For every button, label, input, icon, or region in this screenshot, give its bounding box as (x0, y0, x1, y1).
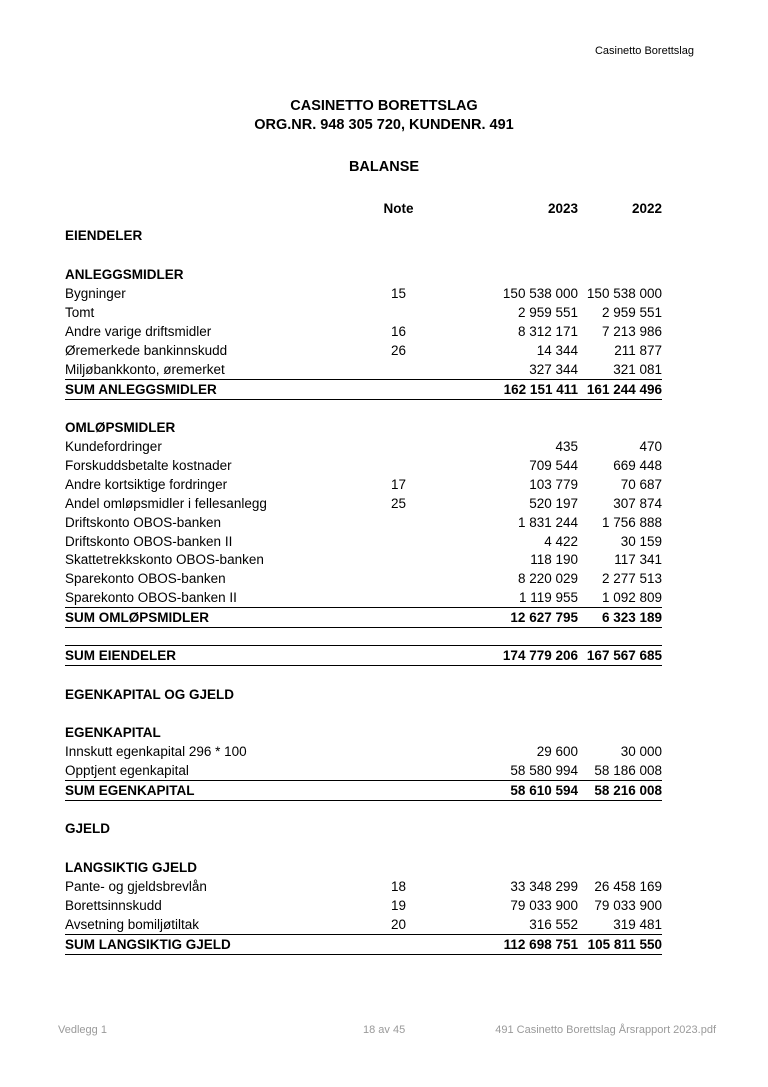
line-item-row (65, 494, 662, 513)
row-value-2023: 118 190 (530, 552, 578, 567)
row-value-2023: 58 610 594 (510, 783, 578, 798)
sum-row (65, 379, 662, 400)
row-note: 26 (390, 343, 407, 358)
row-value-2022: 6 323 189 (601, 610, 662, 625)
row-label: SUM OMLØPSMIDLER (65, 610, 209, 625)
row-label: Andre kortsiktige fordringer (65, 477, 228, 492)
org-number: ORG.NR. 948 305 720, KUNDENR. 491 (254, 117, 514, 133)
row-value-2022: 79 033 900 (594, 898, 662, 913)
row-label: SUM EIENDELER (65, 648, 177, 663)
section-heading (65, 265, 662, 284)
row-label: Øremerkede bankinnskudd (65, 343, 228, 358)
row-note: 16 (390, 324, 407, 339)
row-note: 18 (390, 879, 407, 894)
footer-filename: 491 Casinetto Borettslag Årsrapport 2023.pdf (495, 1024, 716, 1036)
row-value-2022: 70 687 (620, 477, 662, 492)
page-header-company: Casinetto Borettslag (594, 45, 694, 57)
row-label: Miljøbankkonto, øremerket (65, 362, 225, 377)
row-label: GJELD (65, 821, 111, 836)
line-item-row (65, 569, 662, 588)
row-label: Tomt (65, 305, 95, 320)
row-value-2022: 1 092 809 (601, 590, 662, 605)
line-item-row (65, 360, 662, 380)
row-value-2022: 117 341 (614, 552, 662, 567)
row-value-2023: 1 831 244 (517, 515, 578, 530)
row-label: Forskuddsbetalte kostnader (65, 458, 232, 473)
line-item-row (65, 532, 662, 551)
row-value-2022: 7 213 986 (601, 324, 662, 339)
line-item-row (65, 915, 662, 935)
row-value-2022: 58 186 008 (594, 763, 662, 778)
row-label: OMLØPSMIDLER (65, 420, 176, 435)
line-item-row (65, 896, 662, 915)
section-heading (65, 418, 662, 437)
row-label: LANGSIKTIG GJELD (65, 860, 198, 875)
row-value-2023: 29 600 (536, 744, 578, 759)
row-value-2022: 211 877 (614, 343, 662, 358)
section-heading (65, 685, 662, 704)
row-value-2023: 709 544 (529, 458, 578, 473)
row-label: Bygninger (65, 286, 126, 301)
line-item-row (65, 550, 662, 569)
sum-row (65, 780, 662, 801)
row-value-2022: 30 000 (620, 744, 662, 759)
row-value-2022: 58 216 008 (594, 783, 662, 798)
line-item-row (65, 475, 662, 494)
row-value-2022: 161 244 496 (586, 382, 662, 397)
row-value-2023: 8 312 171 (517, 324, 578, 339)
row-value-2023: 435 (555, 439, 578, 454)
line-item-row (65, 456, 662, 475)
row-value-2022: 669 448 (613, 458, 662, 473)
row-value-2022: 307 874 (613, 496, 662, 511)
row-label: EGENKAPITAL OG GJELD (65, 687, 235, 702)
row-label: ANLEGGSMIDLER (65, 267, 184, 282)
footer-attachment: Vedlegg 1 (58, 1024, 107, 1036)
row-note: 19 (390, 898, 407, 913)
row-value-2022: 1 756 888 (601, 515, 662, 530)
row-value-2023: 174 779 206 (502, 648, 578, 663)
row-value-2023: 4 422 (544, 534, 578, 549)
row-value-2022: 167 567 685 (586, 648, 662, 663)
row-label: Avsetning bomiljøtiltak (65, 917, 200, 932)
row-value-2023: 58 580 994 (510, 763, 578, 778)
row-value-2022: 105 811 550 (587, 937, 662, 952)
sum-row (65, 934, 662, 955)
row-value-2023: 12 627 795 (510, 610, 578, 625)
row-value-2023: 112 698 751 (503, 937, 578, 952)
row-label: Skattetrekkskonto OBOS-banken (65, 552, 264, 567)
section-heading (65, 858, 662, 877)
section-heading (65, 723, 662, 742)
row-note: 17 (390, 477, 407, 492)
row-value-2023: 520 197 (529, 496, 578, 511)
row-label: Sparekonto OBOS-banken II (65, 590, 237, 605)
line-item-row (65, 322, 662, 341)
row-note: 15 (390, 286, 407, 301)
row-value-2023: 2 959 551 (517, 305, 578, 320)
row-label: Opptjent egenkapital (65, 763, 189, 778)
row-value-2022: 2 277 513 (601, 571, 662, 586)
row-value-2023: 14 344 (536, 343, 578, 358)
row-value-2023: 162 151 411 (503, 382, 578, 397)
row-value-2022: 26 458 169 (594, 879, 662, 894)
row-label: EIENDELER (65, 228, 143, 243)
line-item-row (65, 761, 662, 781)
row-label: Driftskonto OBOS-banken (65, 515, 222, 530)
row-note: 20 (390, 917, 407, 932)
row-value-2023: 1 119 955 (518, 590, 578, 605)
row-label: Driftskonto OBOS-banken II (65, 534, 233, 549)
company-name: CASINETTO BORETTSLAG (290, 98, 478, 114)
row-label: Borettsinnskudd (65, 898, 162, 913)
line-item-row (65, 284, 662, 303)
row-label: Andre varige driftsmidler (65, 324, 212, 339)
row-value-2022: 30 159 (620, 534, 662, 549)
column-header-2022: 2022 (631, 201, 662, 216)
row-value-2022: 470 (639, 439, 662, 454)
line-item-row (65, 877, 662, 896)
section-heading (65, 226, 662, 245)
row-value-2023: 79 033 900 (510, 898, 578, 913)
row-label: Sparekonto OBOS-banken (65, 571, 226, 586)
line-item-row (65, 303, 662, 322)
column-header-2023: 2023 (547, 201, 578, 216)
row-value-2023: 150 538 000 (502, 286, 578, 301)
line-item-row (65, 437, 662, 456)
column-header-row (65, 199, 662, 218)
row-value-2022: 150 538 000 (586, 286, 662, 301)
row-value-2023: 8 220 029 (517, 571, 578, 586)
row-label: SUM ANLEGGSMIDLER (65, 382, 217, 397)
footer-page-number: 18 av 45 (363, 1024, 406, 1036)
row-value-2023: 327 344 (529, 362, 578, 377)
row-value-2023: 103 779 (529, 477, 578, 492)
balance-title: BALANSE (348, 159, 420, 175)
row-label: Andel omløpsmidler i fellesanlegg (65, 496, 267, 511)
row-label: Pante- og gjeldsbrevlån (65, 879, 207, 894)
row-label: Kundefordringer (65, 439, 162, 454)
sum-row (65, 607, 662, 628)
line-item-row (65, 341, 662, 360)
row-value-2022: 2 959 551 (601, 305, 662, 320)
line-item-row (65, 513, 662, 532)
row-label: SUM LANGSIKTIG GJELD (65, 937, 231, 952)
document-title (0, 97, 768, 135)
section-heading (65, 819, 662, 838)
row-label: Innskutt egenkapital 296 * 100 (65, 744, 247, 759)
line-item-row (65, 588, 662, 608)
line-item-row (65, 742, 662, 761)
row-value-2022: 319 481 (613, 917, 662, 932)
row-value-2023: 33 348 299 (510, 879, 578, 894)
row-value-2022: 321 081 (613, 362, 662, 377)
row-value-2023: 316 552 (529, 917, 578, 932)
column-header-note: Note (383, 201, 414, 216)
row-note: 25 (390, 496, 407, 511)
row-label: SUM EGENKAPITAL (65, 783, 195, 798)
total-row (65, 645, 662, 666)
row-label: EGENKAPITAL (65, 725, 161, 740)
